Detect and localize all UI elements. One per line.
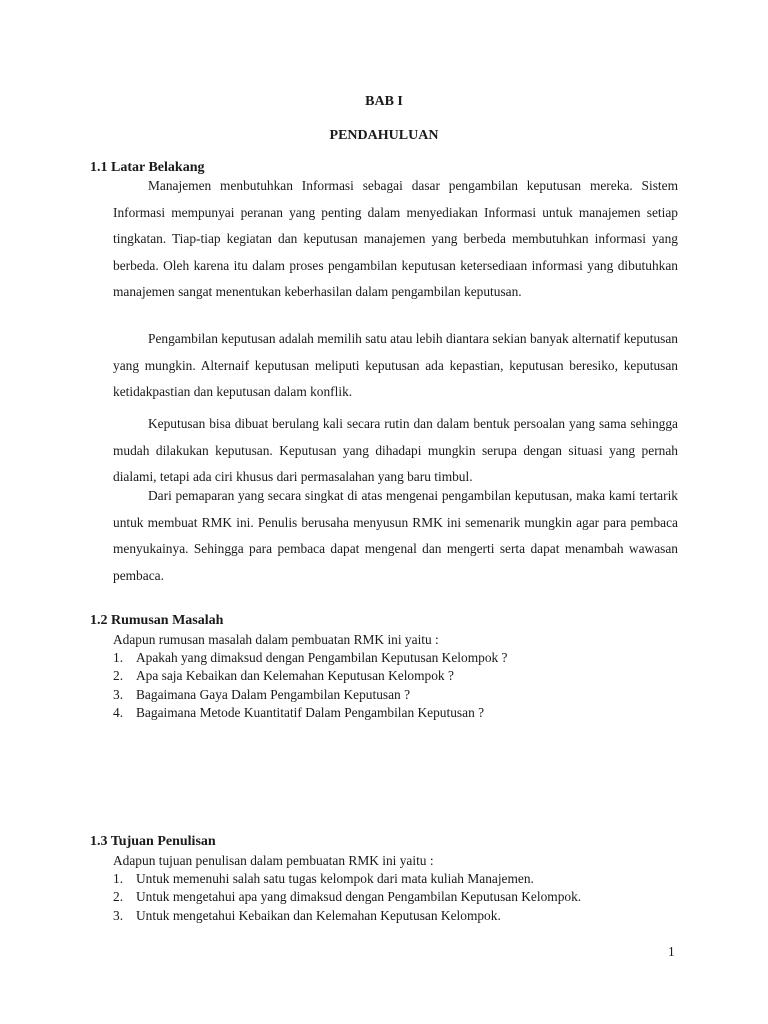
list-text: Apa saja Kebaikan dan Kelemahan Keputusan Kelompok ? [136, 668, 454, 684]
paragraph: Dari pemaparan yang secara singkat di atas mengenai pengambilan keputusan, maka kami tertarik untuk membuat RMK ini. Penulis berusaha menyusun RMK ini semenarik mungkin agar para pembaca menyukainya. Sehingga para pembaca dapat mengenal dan mengerti serta dapat menambah wawasan pembaca. [113, 488, 678, 583]
paragraph: Pengambilan keputusan adalah memilih satu atau lebih diantara sekian banyak alternatif keputusan yang mungkin. Alternaif keputusan meliputi keputusan ada kepastian, keputusan beresiko, keputusan ketidakpastian dan keputusan dalam konflik. [113, 331, 678, 400]
list-item [113, 667, 508, 685]
section-heading-rumusan-masalah: 1.2 Rumusan Masalah [90, 613, 224, 628]
chapter-title: PENDAHULUAN [329, 128, 439, 143]
list-number: 3. [113, 907, 124, 923]
list-item [113, 870, 581, 888]
list-text: Apakah yang dimaksud dengan Pengambilan Keputusan Kelompok ? [136, 650, 508, 665]
list-item [113, 907, 581, 925]
list-text: Untuk mengetahui Kebaikan dan Kelemahan Keputusan Kelompok. [136, 907, 501, 923]
list-item [113, 649, 508, 667]
list-number: 2. [113, 668, 124, 684]
list-number: 2. [113, 889, 124, 905]
list-number: 4. [113, 705, 124, 721]
tujuan-penulisan-list [113, 870, 581, 925]
section-intro: Adapun tujuan penulisan dalam pembuatan RMK ini yaitu : [113, 853, 434, 868]
list-text: Untuk memenuhi salah satu tugas kelompok dari mata kuliah Manajemen. [136, 871, 534, 886]
rumusan-masalah-list [113, 649, 508, 723]
list-number: 3. [113, 686, 124, 702]
list-text: Bagaimana Gaya Dalam Pengambilan Keputusan ? [136, 686, 411, 702]
list-text: Bagaimana Metode Kuantitatif Dalam Pengambilan Keputusan ? [136, 705, 485, 721]
paragraph: Manajemen menbutuhkan Informasi sebagai dasar pengambilan keputusan mereka. Sistem Informasi mempunyai peranan yang penting dalam menyediakan Informasi untuk manajemen setiap tingkatan. Tiap-tiap kegiatan dan keputusan manajemen yang berbeda membutuhkan informasi yang berbeda. Oleh karena itu dalam proses pengambilan keputusan ketersediaan informasi yang dibutuhkan manajemen sangat menentukan keberhasilan dalam pengambilan keputusan. [113, 178, 678, 300]
list-number: 1. [113, 650, 124, 665]
list-item [113, 888, 581, 906]
list-item [113, 704, 508, 722]
list-item [113, 686, 508, 704]
section-heading-latar-belakang: 1.1 Latar Belakang [90, 160, 205, 175]
paragraph: Keputusan bisa dibuat berulang kali secara rutin dan dalam bentuk persoalan yang sama sehingga mudah dilakukan keputusan. Keputusan yang dihadapi mungkin serupa dengan situasi yang pernah dialami, tetapi ada ciri khusus dari permasalahan yang baru timbul. [113, 416, 678, 485]
page-number: 1 [668, 944, 675, 959]
section-heading-tujuan-penulisan: 1.3 Tujuan Penulisan [90, 834, 216, 849]
chapter-label: BAB I [365, 94, 403, 109]
list-text: Untuk mengetahui apa yang dimaksud dengan Pengambilan Keputusan Kelompok. [136, 889, 582, 905]
list-number: 1. [113, 871, 124, 886]
section-intro: Adapun rumusan masalah dalam pembuatan RMK ini yaitu : [113, 632, 439, 647]
